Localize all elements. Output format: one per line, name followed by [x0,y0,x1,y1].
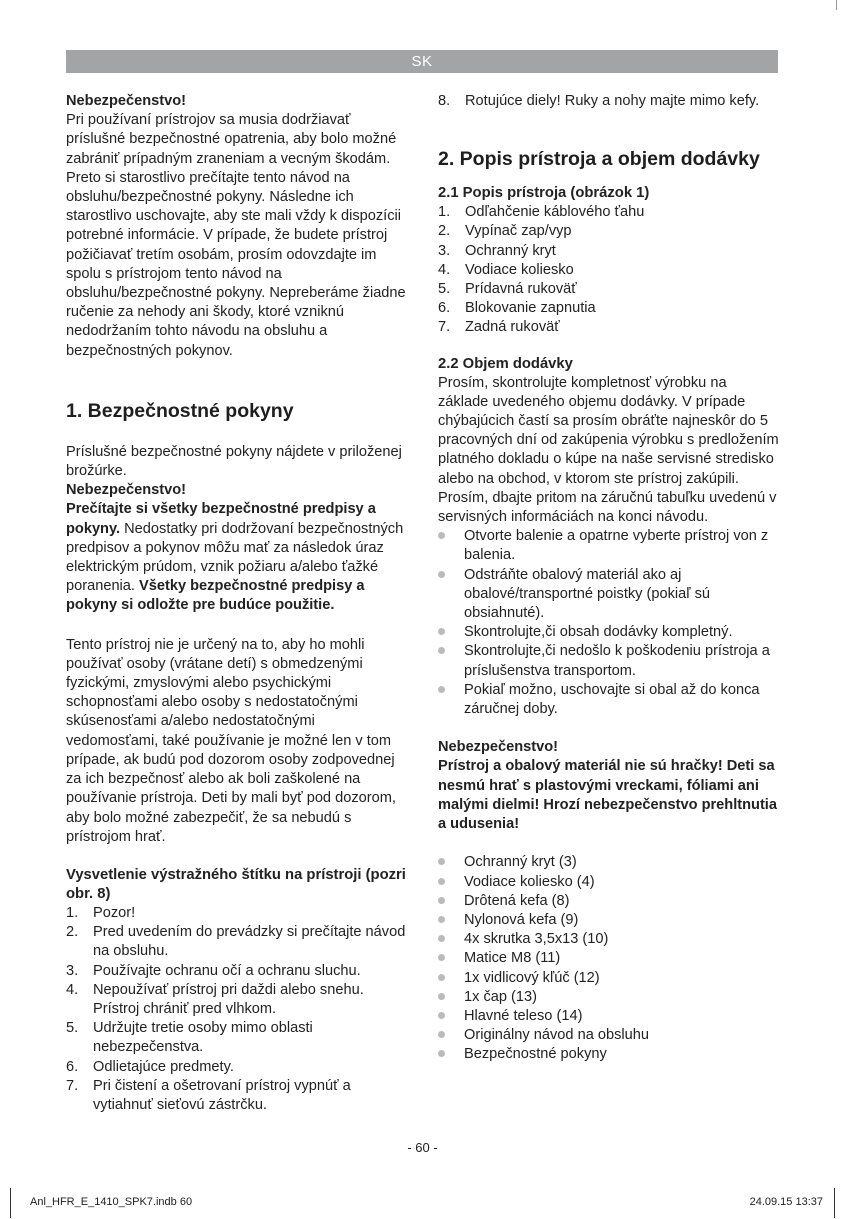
scope-of-delivery-heading: 2.2 Objem dodávky [438,355,573,372]
delivery-contents-list [438,853,780,1064]
list-item: 5. Udržujte tretie osoby mimo oblasti nebezpečenstva. [66,1020,313,1056]
bullet-icon [438,858,445,865]
bullet-icon [438,1031,445,1038]
list-item: Pokiaľ možno, uschovajte si obal až do konca záručnej doby. [438,681,780,719]
bullet-icon [438,974,445,981]
bullet-icon [438,935,445,942]
keep-instructions-bold: Všetky bezpečnostné predpisy a pokyny si odložte pre budúce použitie. [66,578,365,614]
safety-intro-paragraph: Pri používaní prístrojov sa musia dodržiavať príslušné bezpečnostné opatrenia, aby bolo možné zabrániť prípadným zraneniam a vecným škodám. Preto si starostlivo prečítajte tento návod na obsluhu/bezpečnostné pokyny. Následne ich starostlivo uschovajte, aby ste mali vždy k dispozícii potrebné informácie. V prípade, že budete prístroj požičiavať tretím osobám, prosím odovzdajte im spolu s prístrojom tento návod na obsluhu/bezpečnostné pokyny. Nepreberáme žiadne ručenie za nehody ani škody, ktoré vzniknú nedodržaním tohto návodu na obsluhu a bezpečnostných pokynov. [66,112,406,359]
bullet-icon [438,628,445,635]
list-item: 8. Rotujúce diely! Ruky a nohy majte mimo kefy. [438,93,760,109]
list-item: 2. Vypínač zap/vyp [438,223,572,240]
section-heading-safety: 1. Bezpečnostné pokyny [66,399,294,422]
bullet-icon [438,916,445,923]
bullet-icon [438,1012,445,1019]
read-instructions-bold: Prečítajte si všetky bezpečnostné predpisy a pokyny. [66,501,376,537]
list-item: 1. Odľahčenie káblového ťahu [438,204,645,221]
list-item: Vodiace koliesko (4) [438,873,780,892]
bullet-icon [438,647,445,654]
list-item: 7. Zadná rukoväť [438,319,560,336]
scope-of-delivery-paragraph: Prosím, skontrolujte kompletnosť výrobku na základe uvedeného objemu dodávky. V prípade chýbajúcich častí sa prosím obráťte najneskôr do 5 pracovných dní od zakúpenia výrobku s predložením platného dokladu o kúpe na naše servisné stredisko alebo na obchod, v ktorom ste prístroj zakúpili. Prosím, dbajte pritom na záručnú tabuľku uvedenú v servisných informáciách na konci návodu. [438,374,779,526]
list-item: 1. Pozor! [66,904,136,921]
list-item: 3. Ochranný kryt [438,242,556,259]
warning-label-list-continued [438,92,780,111]
right-column [438,92,780,1065]
read-instructions-paragraph [66,500,406,615]
read-instructions-text: Nedostatky pri dodržovaní bezpečnostných predpisov a pokynov môžu mať za následok úraz elektrickým prúdom, vznik požiaru a/alebo ťažké poranenia. [66,520,404,595]
crop-mark-top-right [836,0,837,10]
list-item: Bezpečnostné pokyny [438,1045,780,1064]
list-item: Ochranný kryt (3) [438,853,780,872]
bullet-icon [438,897,445,904]
safety-brochure-note: Príslušné bezpečnostné pokyny nájdete v priloženej brožúrke. [66,443,402,480]
list-item: Otvorte balenie a opatrne vyberte prístroj von z balenia. [438,527,780,565]
warning-label-heading: Vysvetlenie výstražného štítku na prístroji (pozri obr. 8) [66,866,406,902]
list-item: Skontrolujte,či obsah dodávky kompletný. [438,623,780,642]
list-item: 5. Prídavná rukoväť [438,281,577,298]
children-warning-paragraph: Tento prístroj nie je určený na to, aby ho mohli používať osoby (vrátane detí) s obmedzenými fyzickými, zmyslovými alebo psychickými schopnosťami alebo osoby s nedostatočnými skúsenosťami a/alebo nedostatočnými vedomosťami, také používanie je možné len v tom prípade, ak budú pod dozorom osoby zodpovednej za ich bezpečnosť alebo ak boli zaškolené na používanie prístroja. Deti by mali byť pod dozorom, aby bolo možné zabezpečiť, že sa nebudú s prístrojom hrať. [66,636,396,845]
bullet-icon [438,878,445,885]
danger-title: Nebezpečenstvo! [66,482,187,499]
bullet-icon [438,686,445,693]
bullet-icon [438,954,445,961]
list-item: 1x čap (13) [438,988,780,1007]
list-item: 6. Odlietajúce predmety. [66,1058,234,1075]
device-parts-list [438,203,780,337]
list-item: 4. Nepoužívať prístroj pri daždi alebo snehu. Prístroj chrániť pred vlhkom. [66,981,364,1017]
list-item: 6. Blokovanie zapnutia [438,300,596,317]
language-header-bar [66,50,778,73]
danger-title: Nebezpečenstvo! [66,93,187,109]
list-item: Drôtená kefa (8) [438,892,780,911]
left-column [66,92,406,1115]
list-item: 1x vidlicový kľúč (12) [438,969,780,988]
page-number: - 60 - [407,1140,438,1155]
warning-label-list [66,904,406,1115]
bullet-icon [438,1050,445,1057]
list-item: 7. Pri čistení a ošetrovaní prístroj vypnúť a vytiahnuť sieťovú zástrčku. [66,1077,351,1113]
list-item: Hlavné teleso (14) [438,1007,780,1026]
list-item: 2. Pred uvedením do prevádzky si prečítajte návod na obsluhu. [66,924,406,960]
bullet-icon [438,532,445,539]
bullet-icon [438,993,445,1000]
list-item: Odstráňte obalový materiál ako aj obalové/transportné poistky (pokiaľ sú obsiahnuté). [438,566,780,624]
list-item: Matice M8 (11) [438,949,780,968]
crop-mark-right [834,1188,835,1218]
packaging-warning-paragraph: Prístroj a obalový materiál nie sú hračky! Deti sa nesmú hrať s plastovými vreckami, fóliami ani malými dielmi! Hrozí nebezpečenstvo prehltnutia a udusenia! [438,758,777,833]
bullet-icon [438,571,445,578]
list-item: 4. Vodiace koliesko [438,261,574,278]
danger-title: Nebezpečenstvo! [438,739,559,756]
section-heading-description: 2. Popis prístroja a objem dodávky [438,148,760,171]
list-item: Originálny návod na obsluhu [438,1026,780,1045]
language-label: SK [411,53,433,70]
list-item: Nylonová kefa (9) [438,911,780,930]
footer-file-name: Anl_HFR_E_1410_SPK7.indb 60 [30,1196,193,1208]
footer-date-time: 24.09.15 13:37 [749,1196,823,1208]
list-item: 3. Používajte ochranu očí a ochranu sluchu. [66,962,361,979]
device-description-heading: 2.1 Popis prístroja (obrázok 1) [438,185,650,202]
crop-mark-left [10,1188,11,1218]
list-item: 4x skrutka 3,5x13 (10) [438,930,780,949]
unpacking-bullet-list [438,527,780,719]
list-item: Skontrolujte,či nedošlo k poškodeniu prístroja a príslušenstva transportom. [438,642,780,680]
